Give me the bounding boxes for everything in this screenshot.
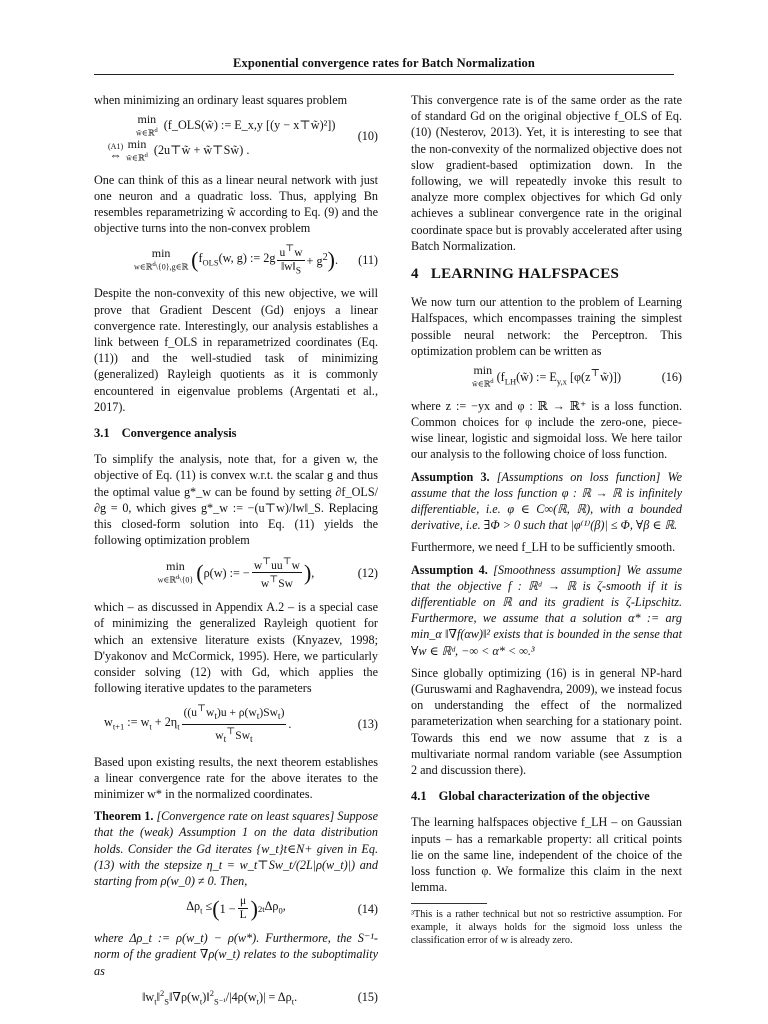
eq10-line2: (2u⊤w̃ + w̃⊤Sw̃) .: [153, 142, 250, 157]
eq15-number: (15): [357, 990, 378, 1005]
paragraph: which – as discussed in Appendix A.2 – is a special case of minimizing the generalized Rayleigh quotient for which an extensive literature exists (Knyazev, 1998; D'yakonov and McCormick, 1995). Here, we particularly consider solving (12) with Gd, which applies the following iterative updates to the parameters: [94, 600, 378, 696]
eq10-number: (10): [357, 129, 378, 144]
equation-12: min w∈ℝ$^d$\{0} ( ρ(w) := − $\frac{w^⊤uu^⊤w}{w^⊤Sw}$ ) , (12): [157, 555, 378, 591]
paragraph: The learning halfspaces objective f_LH – on Gaussian inputs – has a remarkable property: all critical points lie on the same line, independent of the choice of the loss function φ. We formalize this claim in the next lemma.: [411, 815, 682, 895]
assumption-4: Assumption 4. [Smoothness assumption] We assume that the objective f : ℝᵈ → ℝ is ζ-smooth if it is differentiable on ℝ and its gradient is ζ-Lipschitz. Furthermore, we assume that a solution α* := arg min_α ‖∇f(αw)‖² exists that is bounded in the sense that ∀w ∈ ℝᵈ, −∞ < α* < ∞.³: [411, 562, 682, 658]
paragraph: To simplify the analysis, note that, for a given w, the objective of Eq. (11) is convex w.r.t. the scalar g and thus the optimal value g*_w can be found by setting ∂f_OLS/∂g = 0, which gives g*_w := −(u⊤w)/‖w‖_S. Replacing this closed-form solution into Eq. (11) yields the following optimization problem: [94, 452, 378, 548]
eq10-arrow-label: (A1): [108, 142, 124, 152]
footnote-rule: [411, 903, 487, 904]
left-column: [94, 92, 378, 1018]
paragraph: Since globally optimizing (16) is in general NP-hard (Guruswami and Raghavendra, 2009), we instead focus on understanding the effect of the normalized parameterization when searching for a stationary point. Towards this end we now assume that z is a multivariate normal random variable (see Assumption 2 and discussion there).: [411, 665, 682, 777]
section-heading: 4 LEARNING HALFSPACES: [411, 266, 620, 283]
paragraph: This convergence rate is of the same order as the rate of standard Gd on the original objective f_OLS of Eq. (10) (Nesterov, 2013). Yet, it is interesting to see that the non-convexity of the normalized objective does not slow gradient-based optimization down. In the following, we will repeatedly invoke this result to analyze more complex objectives for which Gd only achieves a sublinear convergence rate in the original coordinate space but is provably accelerated after using Batch Normalization.: [411, 93, 682, 253]
eq11-number: (11): [358, 252, 378, 267]
header-rule: [94, 74, 674, 75]
footnote: ³This is a rather technical but not so restrictive assumption. For example, it always holds for the sigmoid loss unless the classification error of w is already zero.: [411, 909, 682, 947]
theorem-1: Theorem 1. [Convergence rate on least squares] Suppose that the (weak) Assumption 1 on the data distribution holds. Consider the Gd iterates {w_t}t∈N+ given in Eq. (13) with the stepsize η_t = w_t⊤Sw_t/(2L|ρ(w_t)|) and starting from ρ(w_0) ≠ 0. Then,: [94, 809, 378, 889]
section-heading: 3.1 Convergence analysis: [94, 426, 237, 441]
equation-16: min w̃∈ℝ$^d$ ($f_{LH}(w̃)$ := $E_{y,x}$ [φ(z⊤w̃)]) (16): [471, 363, 682, 389]
paragraph: Furthermore, we need f_LH to be sufficiently smooth.: [411, 540, 676, 555]
running-title: Exponential convergence rates for Batch Normalization: [233, 56, 535, 70]
eq10-line1: (f_OLS(w̃) := E_x,y [(y − x⊤w̃)²]): [163, 118, 336, 133]
assumption-3: Assumption 3. [Assumptions on loss function] We assume that the loss function φ : ℝ → ℝ is infinitely differentiable, i.e. φ ∈ C∞(ℝ, ℝ), with a bounded derivative, i.e. ∃Φ > 0 such that |φ⁽¹⁾(β)| ≤ Φ, ∀β ∈ ℝ.: [411, 469, 683, 533]
equation-11: min w∈ℝ$^d$\{0},g∈ℝ ( $f_{OLS}(w$, g) := 2g $\frac{u^⊤w}{‖w‖_S}$ + $g^2$ ) . (11): [133, 243, 378, 277]
paragraph: Despite the non-convexity of this new objective, we will prove that Gradient Descent (Gd) enjoys a linear convergence rate. Interestingly, our analysis establishes a link between f_OLS in reparametrized coordinates (Eq. (11)) and the well-studied task of minimizing (generalized) Rayleigh quotients as it is commonly encountered in eigenvalue problems (Argentati et al., 2017).: [94, 286, 378, 414]
equation-13: $w_{t+1}$ := $w_t + 2\eta_t$ $\frac{((u^⊤w_t)u + \rho(w_t)Sw_t)}{w_t^⊤Sw_t}$ . (13): [104, 703, 378, 745]
equation-14: $\Delta\rho_t$ ≤ ( 1 − $\frac{\mu}{L}$ ) 2t $\Delta\rho_0$, (14): [186, 895, 378, 922]
paragraph: where z := −yx and φ : ℝ → ℝ⁺ is a loss function. Common choices for φ include the zero-one, piece-wise linear, logistic and sigmoidal loss. We here tailor our analysis to the following choice of loss function.: [411, 398, 682, 462]
eq16-number: (16): [661, 370, 682, 385]
eq12-number: (12): [357, 565, 378, 580]
paragraph: One can think of this as a linear neural network with just one neuron and a quadratic loss. Thus, applying Bn resembles reparametrizing w̃ according to Eq. (9) and the objective turns into the non-convex problem: [94, 172, 378, 236]
equation-15: $‖w_t‖^2_S‖\nabla\rho(w_t)‖^2_{S^{-1}}/|4\rho(w_t)| = \Delta\rho_t$. (15): [142, 987, 378, 1007]
eq13-number: (13): [357, 716, 378, 731]
theorem-1-cont: where Δρ_t := ρ(w_t) − ρ(w*). Furthermore, the S⁻¹-norm of the gradient ∇ρ(w_t) relates to the suboptimality as: [94, 931, 378, 978]
equation-10: min w̃∈ℝ$^d$ (f_OLS(w̃) := E_x,y [(y − x⊤w̃)²]) (A1) ⇔ min w̃∈ℝ$^d$ (2u⊤w̃ + w̃⊤Sw̃) . (10): [108, 112, 378, 163]
paragraph: Based upon existing results, the next theorem establishes a linear convergence rate for the above iterates to the minimizer w* in the normalized coordinates.: [94, 754, 378, 802]
eq14-number: (14): [357, 901, 378, 916]
section-heading: 4.1 Global characterization of the objective: [411, 789, 650, 804]
paragraph: We now turn our attention to the problem of Learning Halfspaces, which encompasses training the simplest possible neural network: the Perceptron. This optimization problem can be written as: [411, 295, 682, 358]
right-column: [411, 92, 682, 947]
paragraph: when minimizing an ordinary least squares problem: [94, 93, 348, 107]
